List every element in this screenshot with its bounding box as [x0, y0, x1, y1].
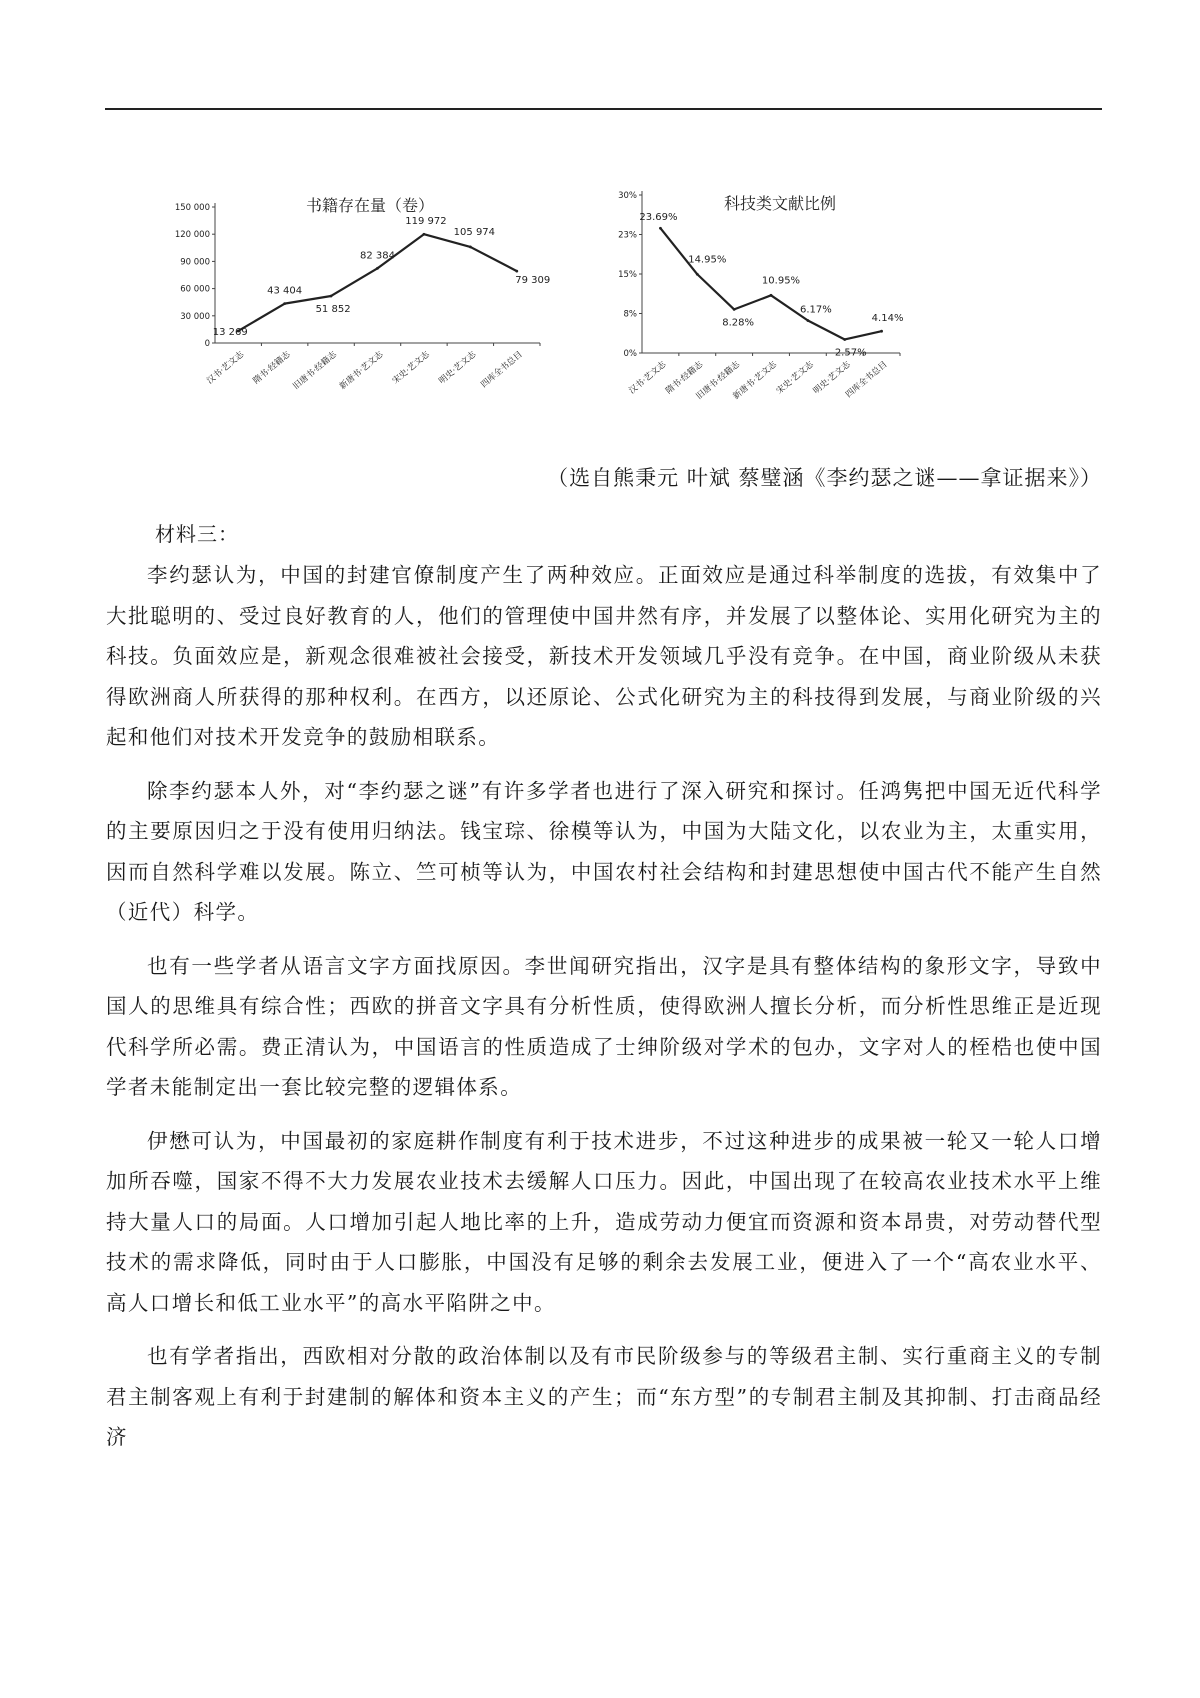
paragraph-5: 也有学者指出，西欧相对分散的政治体制以及有市民阶级参与的等级君主制、实行重商主义的专制君主制客观上有利于封建制的解体和资本主义的产生；而“东方型”的专制君主制及其抑制、打击商品经济 [106, 1344, 1102, 1449]
paragraph-3: 也有一些学者从语言文字方面找原因。李世闻研究指出，汉字是具有整体结构的象形文字，导致中国人的思维具有综合性；西欧的拼音文字具有分析性质，使得欧洲人擅长分析，而分析性思维正是近现代科学所必需。费正清认为，中国语言的性质造成了士绅阶级对学术的包办，文字对人的桎梏也使中国学者未能制定出一套比较完整的逻辑体系。 [106, 953, 1102, 1099]
x-tick-label: 汉书·艺文志 [205, 349, 247, 387]
y-tick-label: 120 000 [174, 230, 210, 241]
chart-tech-literature-ratio [610, 191, 1010, 445]
y-tick-label: 30 000 [180, 311, 210, 322]
chart-book-volumes-svg [174, 196, 600, 445]
y-tick-label: 23% [618, 230, 637, 241]
y-tick-label: 150 000 [174, 203, 210, 213]
data-point [469, 246, 472, 249]
data-label: 2.57% [834, 347, 867, 359]
chart-tech-literature-ratio-svg [610, 191, 1010, 445]
data-label: 14.95% [688, 254, 727, 266]
y-tick-label: 8% [623, 309, 637, 320]
figure-caption: （选自熊秉元 叶斌 蔡璧涵《李约瑟之谜——拿证据来》） [547, 466, 1102, 490]
data-point [283, 302, 286, 305]
data-label: 13 269 [212, 326, 248, 338]
data-label: 6.17% [799, 304, 832, 316]
x-tick-label: 新唐书·艺文志 [337, 349, 386, 392]
x-tick-label: 明史·艺文志 [811, 359, 853, 397]
data-point [423, 233, 426, 236]
x-tick-label: 四库全书总目 [843, 359, 890, 401]
x-tick-label: 隋书·经籍志 [251, 349, 293, 387]
data-label: 82 384 [360, 250, 395, 262]
data-point [515, 270, 518, 273]
x-tick-label: 四库全书总目 [479, 349, 525, 391]
data-point [376, 267, 379, 270]
data-label: 105 974 [453, 226, 496, 238]
paragraph-4: 伊懋可认为，中国最初的家庭耕作制度有利于技术进步，不过这种进步的成果被一轮又一轮人口增加所吞噬，国家不得不大力发展农业技术去缓解人口压力。因此，中国出现了在较高农业技术水平上维持大量人口的局面。人口增加引起人地比率的上升，造成劳动力便宜而资源和资本昂贵，对劳动替代型技术的需求降低，同时由于人口膨胀，中国没有足够的剩余去发展工业，便进入了一个“高农业水平、高人口增长和低工业水平”的高水平陷阱之中。 [106, 1128, 1102, 1315]
y-tick-label: 90 000 [180, 257, 210, 268]
data-point [770, 294, 773, 297]
data-label: 10.95% [761, 275, 801, 287]
x-tick-label: 宋史·艺文志 [390, 349, 432, 387]
data-point [880, 330, 883, 333]
x-tick-label: 新唐书·艺文志 [731, 359, 779, 402]
data-point [806, 319, 809, 322]
data-label: 23.69% [639, 212, 678, 224]
data-label: 79 309 [515, 275, 551, 287]
series-line [238, 234, 517, 331]
x-tick-label: 宋史·艺文志 [774, 359, 816, 397]
y-tick-label: 15% [618, 270, 637, 280]
material-three-heading: 材料三： [155, 522, 239, 546]
data-point [843, 338, 846, 341]
x-tick-label: 旧唐书·经籍志 [291, 349, 339, 392]
x-tick-label: 汉书·艺文志 [627, 359, 669, 397]
y-tick-label: 60 000 [180, 284, 210, 295]
y-tick-label: 0 [204, 339, 210, 349]
data-point [659, 227, 662, 230]
data-label: 43 404 [267, 285, 303, 297]
x-tick-label: 旧唐书·经籍志 [694, 359, 743, 402]
data-label: 8.28% [722, 317, 755, 329]
paragraph-2: 除李约瑟本人外，对“李约瑟之谜”有许多学者也进行了深入研究和探讨。任鸿隽把中国无近代科学的主要原因归之于没有使用归纳法。钱宝琮、徐模等认为，中国为大陆文化，以农业为主，太重实用，因而自然科学难以发展。陈立、竺可桢等认为，中国农村社会结构和封建思想使中国古代不能产生自然（近代）科学。 [106, 778, 1102, 924]
body-text [106, 555, 1102, 1471]
data-label: 4.14% [871, 313, 904, 325]
data-point [696, 273, 699, 276]
x-tick-label: 明史·艺文志 [437, 349, 479, 387]
top-rule [105, 108, 1102, 110]
paragraph-1: 李约瑟认为，中国的封建官僚制度产生了两种效应。正面效应是通过科举制度的选拔，有效集中了大批聪明的、受过良好教育的人，他们的管理使中国井然有序，并发展了以整体论、实用化研究为主的科技。负面效应是，新观念很难被社会接受，新技术开发领域几乎没有竞争。在中国，商业阶级从未获得欧洲商人所获得的那种权利。在西方，以还原论、公式化研究为主的科技得到发展，与商业阶级的兴起和他们对技术开发竞争的鼓励相联系。 [106, 563, 1102, 749]
chart-title: 书籍存在量（卷） [305, 196, 435, 215]
data-label: 119 972 [405, 216, 447, 228]
y-tick-label: 0% [623, 349, 637, 359]
data-point [330, 295, 333, 298]
chart-book-volumes [174, 196, 600, 445]
data-point [733, 308, 736, 311]
y-tick-label: 30% [618, 191, 637, 201]
chart-title: 科技类文献比例 [723, 194, 837, 213]
data-label: 51 852 [315, 303, 351, 315]
x-tick-label: 隋书·经籍志 [664, 359, 706, 397]
